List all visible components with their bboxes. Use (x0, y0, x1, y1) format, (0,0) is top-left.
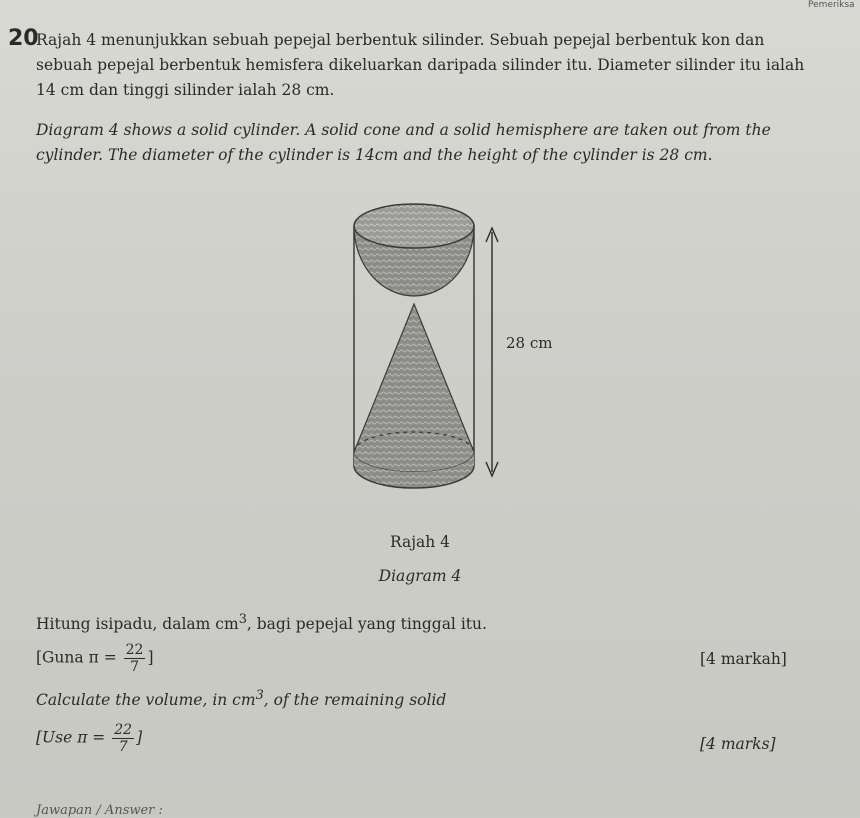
pi-fraction-malay: $\frac{22}{7}$ (125, 642, 144, 675)
intro-malay: Rajah 4 menunjukkan sebuah pepejal berbentuk silinder. Sebuah pepejal berbentuk kon dan sebuah pepejal berbentuk hemisfera dikeluarkan daripada silinder itu. Diameter silinder itu ialah 14 cm dan tinggi silinder ialah 28 cm. (36, 31, 805, 99)
intro-english: Diagram 4 shows a solid cylinder. A solid cone and a solid hemisphere are taken out from the cylinder. The diameter of the cylinder is 14cm and the height of the cylinder is 28 cm. (36, 121, 771, 164)
cylinder-figure (340, 198, 580, 498)
height-label: 28 cm (506, 334, 553, 352)
pi-fraction-english: $\frac{22}{7}$ (114, 722, 133, 755)
instruction-english: Calculate the volume, in $cm^3$, of the remaining solid (36, 688, 447, 710)
cone-shape (354, 304, 474, 472)
marks-english: [4 marks] (700, 735, 776, 753)
cylinder-diagram (340, 198, 580, 502)
examiner-corner-label: Pemeriksa (808, 0, 855, 10)
cylinder-top-ellipse (354, 204, 474, 248)
answer-label: Jawapan / Answer : (36, 803, 163, 818)
pi-hint-english: [Use π = $\frac{22}{7}$ ] (36, 722, 143, 755)
instruction-malay: Hitung isipadu, dalam $cm^3$, bagi pepejal yang tinggal itu. (36, 612, 487, 634)
question-number: 20 (8, 26, 39, 51)
marks-malay: [4 markah] (700, 650, 787, 668)
diagram-caption-malay: Rajah 4 (389, 533, 451, 551)
pi-hint-malay: [Guna π = $\frac{22}{7}$ ] (36, 642, 154, 675)
diagram-caption-english: Diagram 4 (378, 567, 462, 585)
